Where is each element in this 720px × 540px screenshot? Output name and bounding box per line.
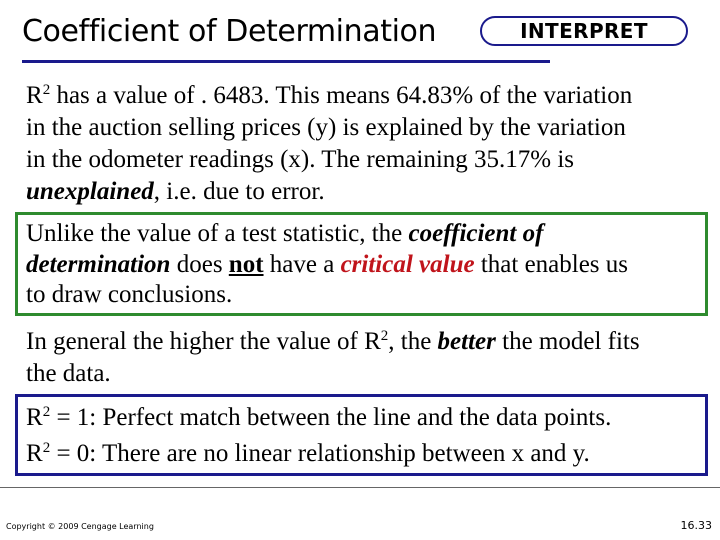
r-symbol: R (26, 404, 43, 431)
emphasis-not: not (228, 250, 264, 278)
r-exponent: 2 (42, 82, 51, 98)
title-underline (22, 60, 550, 63)
text-line (26, 176, 632, 208)
text-run: , i.e. due to error. (153, 178, 325, 205)
r-symbol: R (26, 82, 43, 109)
emphasis-coefficient-of: coefficient of (408, 220, 544, 247)
text-line: to draw conclusions. (26, 281, 233, 308)
footer-divider (0, 487, 720, 488)
page-number: 16.33 (680, 519, 712, 532)
paragraph-r-squared-extremes (26, 400, 611, 472)
text-line (26, 219, 628, 250)
text-run: Unlike the value of a test statistic, the (26, 220, 409, 247)
text-line (26, 436, 611, 472)
paragraph-critical-value (26, 219, 628, 311)
emphasis-determination: determination (26, 250, 171, 278)
r-exponent: 2 (42, 404, 51, 420)
slide-title: Coefficient of Determination (22, 14, 437, 49)
emphasis-better: better (437, 328, 496, 355)
text-run: has a value of . 6483. This means 64.83% of the variation (50, 82, 633, 109)
paragraph-model-fit (26, 326, 640, 390)
text-line (26, 400, 611, 436)
copyright-text: Copyright © 2009 Cengage Learning (6, 522, 154, 531)
r-symbol: R (364, 328, 381, 355)
text-run: = 1: Perfect match between the line and the data points. (50, 404, 612, 431)
text-line: the data. (26, 360, 111, 387)
interpret-badge: INTERPRET (480, 16, 688, 46)
text-run: the model fits (495, 328, 640, 355)
text-run: In general the higher the value of (26, 328, 365, 355)
text-run: that enables us (474, 250, 629, 278)
r-exponent: 2 (380, 328, 389, 344)
text-line (26, 326, 640, 358)
paragraph-r-squared-value (26, 80, 632, 208)
text-line (26, 250, 628, 281)
text-run: have a (263, 250, 341, 278)
text-run: , the (388, 328, 438, 355)
text-line (26, 80, 632, 112)
r-symbol: R (26, 440, 43, 467)
emphasis-unexplained: unexplained (26, 178, 154, 205)
emphasis-critical-value: critical value (340, 250, 475, 278)
text-run: = 0: There are no linear relationship between x and y. (50, 440, 590, 467)
text-run: does (170, 250, 229, 278)
text-line: in the auction selling prices (y) is explained by the variation (26, 114, 626, 141)
text-line: in the odometer readings (x). The remaining 35.17% is (26, 146, 575, 173)
r-exponent: 2 (42, 440, 51, 456)
